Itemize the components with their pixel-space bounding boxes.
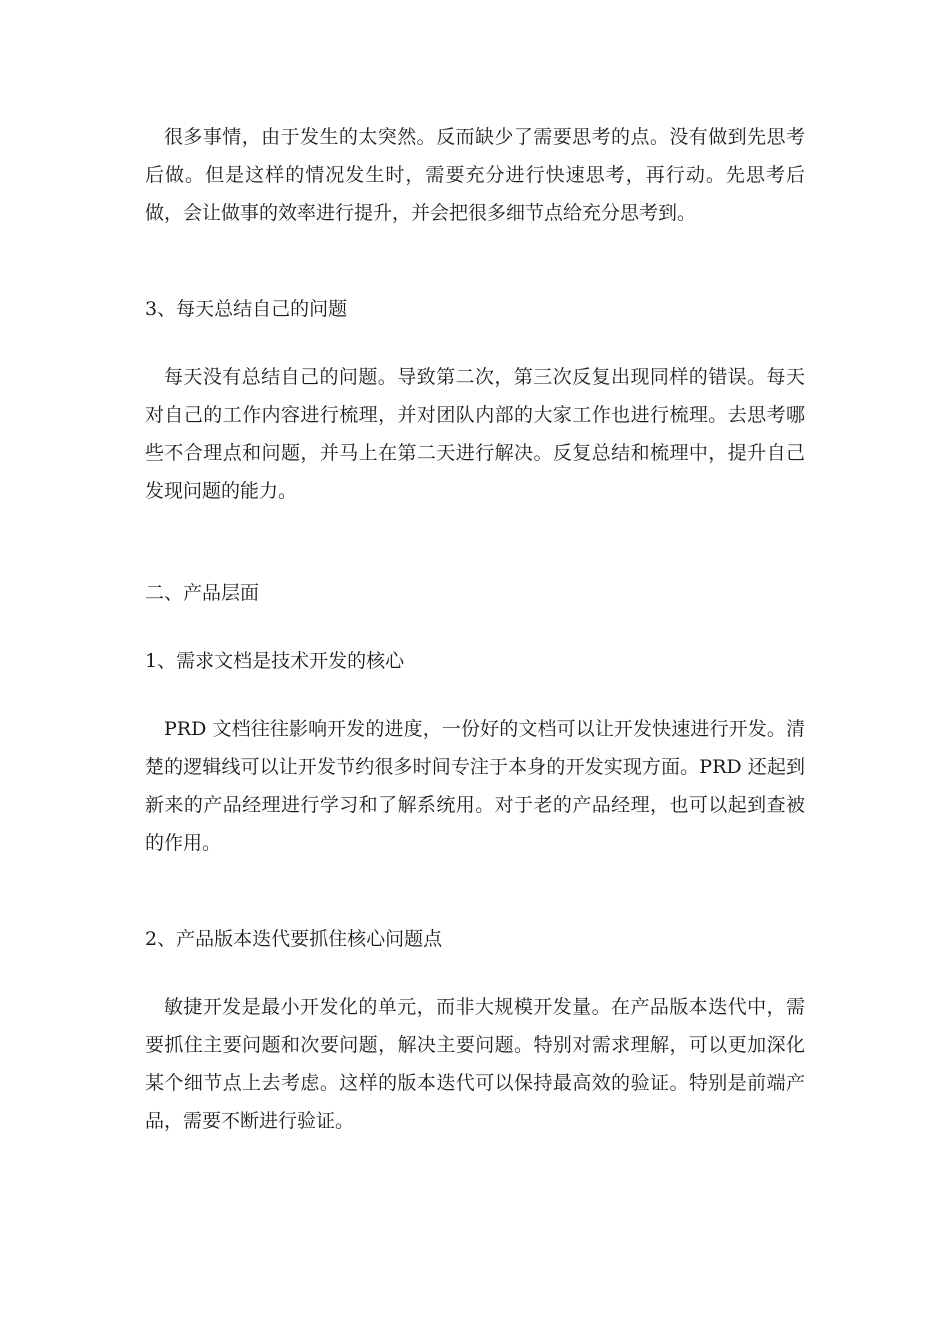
heading-product-level: 二、产品层面 <box>145 582 260 604</box>
heading-daily-summary: 3、每天总结自己的问题 <box>145 298 348 320</box>
document-page <box>145 118 805 1140</box>
paragraph-requirement-doc: PRD 文档往往影响开发的进度，一份好的文档可以让开发快速进行开发。清楚的逻辑线可以让开发节约很多时间专注于本身的开发实现方面。PRD 还起到新来的产品经理进行学习和了解系统用。对于老的产品经理，也可以起到查被的作用。 <box>145 718 805 854</box>
heading-version-iteration: 2、产品版本迭代要抓住核心问题点 <box>145 928 443 950</box>
paragraph-think-first: 很多事情，由于发生的太突然。反而缺少了需要思考的点。没有做到先思考后做。但是这样的情况发生时，需要充分进行快速思考，再行动。先思考后做，会让做事的效率进行提升，并会把很多细节点给充分思考到。 <box>145 126 805 224</box>
heading-requirement-doc: 1、需求文档是技术开发的核心 <box>145 650 405 672</box>
paragraph-daily-summary: 每天没有总结自己的问题。导致第二次，第三次反复出现同样的错误。每天对自己的工作内容进行梳理，并对团队内部的大家工作也进行梳理。去思考哪些不合理点和问题，并马上在第二天进行解决。反复总结和梳理中，提升自己发现问题的能力。 <box>145 366 805 502</box>
paragraph-version-iteration: 敏捷开发是最小开发化的单元，而非大规模开发量。在产品版本迭代中，需要抓住主要问题和次要问题，解决主要问题。特别对需求理解，可以更加深化某个细节点上去考虑。这样的版本迭代可以保持最高效的验证。特别是前端产品，需要不断进行验证。 <box>145 996 805 1132</box>
